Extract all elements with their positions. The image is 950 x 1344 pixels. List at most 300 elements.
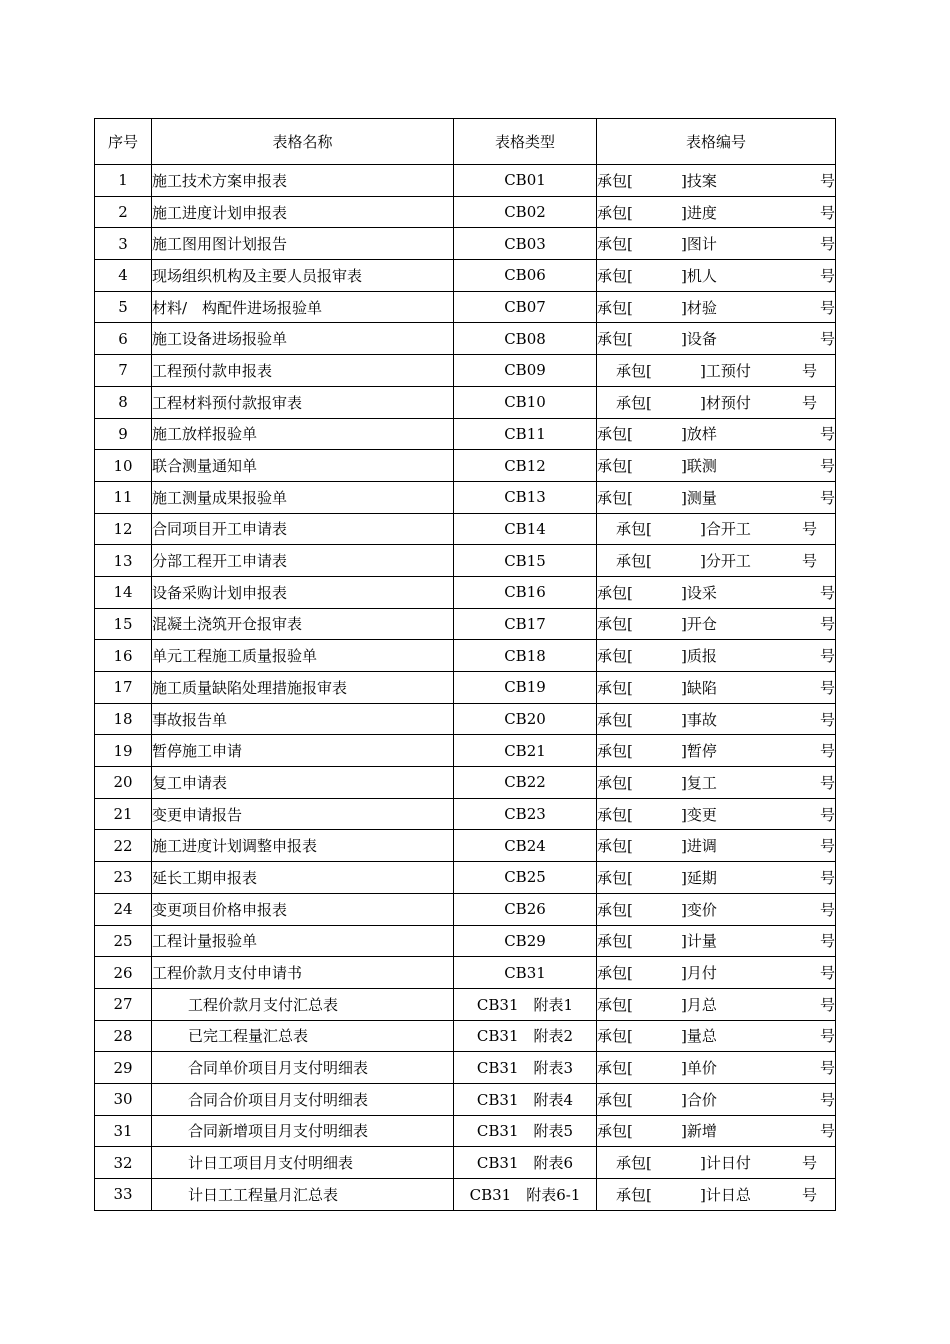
form-code [597, 735, 836, 767]
code-prefix: 承包[ [597, 583, 633, 602]
code-prefix: 承包[ [597, 1090, 633, 1109]
code-suffix: 号 [819, 171, 835, 190]
code-category-text: 暂停 [686, 742, 717, 761]
table-row [95, 640, 836, 672]
form-name: 施工图用图计划报告 [152, 228, 454, 260]
form-type: CB31 附表6 [454, 1147, 597, 1179]
code-category [681, 804, 820, 825]
code-bracket: ] [681, 868, 687, 887]
code-category-text: 延期 [686, 868, 717, 887]
header-no: 序号 [95, 119, 152, 165]
table-row [95, 228, 836, 260]
code-bracket: ] [681, 488, 687, 507]
code-category-text: 计量 [686, 932, 717, 951]
code-category [681, 455, 820, 476]
code-suffix: 号 [801, 1154, 817, 1173]
form-type: CB23 [454, 798, 597, 830]
code-bracket: ] [700, 520, 706, 539]
row-number: 30 [95, 1083, 152, 1115]
code-bracket: ] [681, 678, 687, 697]
code-category-text: 缺陷 [686, 678, 717, 697]
form-type: CB31 附表4 [454, 1083, 597, 1115]
code-prefix: 承包[ [597, 266, 633, 285]
form-type: CB09 [454, 355, 597, 387]
row-number: 28 [95, 1020, 152, 1052]
form-type: CB15 [454, 545, 597, 577]
code-prefix: 承包[ [597, 298, 633, 317]
code-prefix: 承包[ [597, 1027, 633, 1046]
row-number: 4 [95, 260, 152, 292]
table-row [95, 291, 836, 323]
code-suffix: 号 [819, 425, 835, 444]
form-name: 计日工项目月支付明细表 [152, 1147, 454, 1179]
code-category [681, 265, 820, 286]
form-type: CB06 [454, 260, 597, 292]
table-row [95, 1052, 836, 1084]
form-type: CB31 附表1 [454, 988, 597, 1020]
form-name: 已完工程量汇总表 [152, 1020, 454, 1052]
form-type: CB26 [454, 893, 597, 925]
table-row [95, 165, 836, 197]
code-category-text: 设采 [686, 583, 717, 602]
code-bracket: ] [681, 235, 687, 254]
code-category [681, 297, 820, 318]
header-type: 表格类型 [454, 119, 597, 165]
form-name: 合同项目开工申请表 [152, 513, 454, 545]
code-prefix: 承包[ [597, 488, 633, 507]
code-category-text: 单价 [686, 1059, 717, 1078]
code-suffix: 号 [819, 964, 835, 983]
form-name: 变更项目价格申报表 [152, 893, 454, 925]
form-type: CB31 [454, 957, 597, 989]
form-code [597, 291, 836, 323]
form-name: 材料/ 构配件进场报验单 [152, 291, 454, 323]
row-number: 7 [95, 355, 152, 387]
form-code [597, 260, 836, 292]
code-suffix: 号 [819, 932, 835, 951]
table-row [95, 1020, 836, 1052]
form-code [597, 545, 836, 577]
table-row [95, 355, 836, 387]
code-category-text: 事故 [686, 710, 717, 729]
form-name: 工程价款月支付申请书 [152, 957, 454, 989]
code-suffix: 号 [801, 393, 817, 412]
form-code [597, 608, 836, 640]
code-prefix: 承包[ [597, 235, 633, 254]
code-prefix: 承包[ [597, 868, 633, 887]
form-code [597, 386, 836, 418]
code-bracket: ] [681, 1027, 687, 1046]
form-name: 施工质量缺陷处理措施报审表 [152, 672, 454, 704]
code-category-text: 开仓 [686, 615, 717, 634]
code-bracket: ] [681, 583, 687, 602]
code-category [681, 233, 820, 254]
form-code [597, 830, 836, 862]
row-number: 23 [95, 862, 152, 894]
code-suffix: 号 [819, 457, 835, 476]
code-suffix: 号 [819, 805, 835, 824]
form-name: 计日工工程量月汇总表 [152, 1179, 454, 1211]
code-category-text: 变更 [686, 805, 717, 824]
form-name: 分部工程开工申请表 [152, 545, 454, 577]
code-category-text: 进度 [686, 203, 717, 222]
form-code [597, 355, 836, 387]
table-row [95, 386, 836, 418]
row-number: 17 [95, 672, 152, 704]
form-code [597, 1052, 836, 1084]
code-category [681, 1089, 820, 1110]
code-suffix: 号 [819, 995, 835, 1014]
form-name: 单元工程施工质量报验单 [152, 640, 454, 672]
form-code [597, 957, 836, 989]
form-name: 施工进度计划调整申报表 [152, 830, 454, 862]
code-bracket: ] [700, 361, 706, 380]
form-name: 工程计量报验单 [152, 925, 454, 957]
code-bracket: ] [681, 171, 687, 190]
code-bracket: ] [681, 425, 687, 444]
form-code [597, 703, 836, 735]
code-category-text: 材验 [686, 298, 717, 317]
code-suffix: 号 [801, 552, 817, 571]
form-code [597, 1115, 836, 1147]
code-category-text: 质报 [686, 647, 717, 666]
table-row [95, 862, 836, 894]
code-category [700, 360, 802, 381]
code-category [700, 1184, 802, 1205]
code-bracket: ] [681, 710, 687, 729]
form-type: CB31 附表2 [454, 1020, 597, 1052]
code-suffix: 号 [819, 710, 835, 729]
table-row [95, 957, 836, 989]
code-category-text: 量总 [686, 1027, 717, 1046]
code-prefix: 承包[ [597, 1122, 633, 1141]
code-suffix: 号 [819, 583, 835, 602]
form-code [597, 1020, 836, 1052]
code-category-text: 分开工 [705, 552, 751, 571]
row-number: 19 [95, 735, 152, 767]
form-type: CB07 [454, 291, 597, 323]
row-number: 15 [95, 608, 152, 640]
form-type: CB20 [454, 703, 597, 735]
form-type: CB31 附表5 [454, 1115, 597, 1147]
form-name: 暂停施工申请 [152, 735, 454, 767]
form-type: CB25 [454, 862, 597, 894]
code-category [700, 392, 802, 413]
form-type: CB29 [454, 925, 597, 957]
code-bracket: ] [681, 1122, 687, 1141]
code-category [681, 1120, 820, 1141]
form-type: CB10 [454, 386, 597, 418]
row-number: 11 [95, 481, 152, 513]
code-bracket: ] [681, 266, 687, 285]
form-code [597, 925, 836, 957]
code-category [681, 645, 820, 666]
form-name: 延长工期申报表 [152, 862, 454, 894]
code-prefix: 承包[ [597, 647, 633, 666]
form-code [597, 196, 836, 228]
code-category-text: 材预付 [705, 393, 751, 412]
table-row [95, 893, 836, 925]
form-type: CB31 附表6-1 [454, 1179, 597, 1211]
row-number: 27 [95, 988, 152, 1020]
code-bracket: ] [681, 1059, 687, 1078]
code-category-text: 图计 [686, 235, 717, 254]
row-number: 14 [95, 576, 152, 608]
row-number: 31 [95, 1115, 152, 1147]
code-category [681, 867, 820, 888]
code-suffix: 号 [801, 520, 817, 539]
form-type: CB16 [454, 576, 597, 608]
form-type: CB22 [454, 767, 597, 799]
table-row [95, 735, 836, 767]
row-number: 6 [95, 323, 152, 355]
form-type: CB01 [454, 165, 597, 197]
code-suffix: 号 [819, 1027, 835, 1046]
code-suffix: 号 [801, 1185, 817, 1204]
form-type: CB11 [454, 418, 597, 450]
table-row [95, 608, 836, 640]
form-code [597, 323, 836, 355]
code-category [681, 709, 820, 730]
row-number: 25 [95, 925, 152, 957]
table-row [95, 545, 836, 577]
form-name: 施工技术方案申报表 [152, 165, 454, 197]
code-bracket: ] [700, 552, 706, 571]
form-code [597, 767, 836, 799]
form-name: 变更申请报告 [152, 798, 454, 830]
form-code [597, 893, 836, 925]
form-code [597, 1147, 836, 1179]
form-type: CB17 [454, 608, 597, 640]
form-type: CB12 [454, 450, 597, 482]
form-name: 合同单价项目月支付明细表 [152, 1052, 454, 1084]
code-suffix: 号 [819, 1059, 835, 1078]
row-number: 16 [95, 640, 152, 672]
code-category-text: 计日总 [705, 1185, 751, 1204]
code-suffix: 号 [819, 773, 835, 792]
code-prefix: 承包[ [597, 171, 633, 190]
form-name: 复工申请表 [152, 767, 454, 799]
table-row [95, 513, 836, 545]
code-bracket: ] [681, 457, 687, 476]
code-bracket: ] [681, 615, 687, 634]
code-suffix: 号 [819, 1122, 835, 1141]
row-number: 24 [95, 893, 152, 925]
form-name: 设备采购计划申报表 [152, 576, 454, 608]
code-category [681, 1025, 820, 1046]
code-prefix: 承包[ [616, 393, 652, 412]
row-number: 3 [95, 228, 152, 260]
code-category-text: 技案 [686, 171, 717, 190]
code-category [681, 170, 820, 191]
code-bracket: ] [681, 932, 687, 951]
form-code [597, 418, 836, 450]
code-category [700, 550, 802, 571]
code-suffix: 号 [819, 615, 835, 634]
table-row [95, 767, 836, 799]
code-suffix: 号 [819, 868, 835, 887]
code-suffix: 号 [819, 1090, 835, 1109]
row-number: 13 [95, 545, 152, 577]
table-row [95, 260, 836, 292]
form-name: 工程预付款申报表 [152, 355, 454, 387]
code-category [681, 930, 820, 951]
code-suffix: 号 [819, 235, 835, 254]
code-prefix: 承包[ [597, 678, 633, 697]
form-code [597, 450, 836, 482]
table-row [95, 798, 836, 830]
code-category [700, 518, 802, 539]
code-prefix: 承包[ [597, 964, 633, 983]
code-prefix: 承包[ [597, 837, 633, 856]
form-name: 合同新增项目月支付明细表 [152, 1115, 454, 1147]
form-type: CB02 [454, 196, 597, 228]
form-name: 现场组织机构及主要人员报审表 [152, 260, 454, 292]
table-row [95, 830, 836, 862]
form-type: CB31 附表3 [454, 1052, 597, 1084]
form-code [597, 228, 836, 260]
code-bracket: ] [681, 203, 687, 222]
row-number: 26 [95, 957, 152, 989]
form-name: 施工测量成果报验单 [152, 481, 454, 513]
header-row [95, 119, 836, 165]
code-prefix: 承包[ [597, 805, 633, 824]
code-prefix: 承包[ [597, 995, 633, 1014]
form-name: 联合测量通知单 [152, 450, 454, 482]
code-category-text: 联测 [686, 457, 717, 476]
code-prefix: 承包[ [597, 710, 633, 729]
form-code [597, 576, 836, 608]
table-row [95, 576, 836, 608]
code-prefix: 承包[ [597, 203, 633, 222]
code-prefix: 承包[ [597, 457, 633, 476]
code-category-text: 设备 [686, 330, 717, 349]
code-category-text: 测量 [686, 488, 717, 507]
code-bracket: ] [681, 1090, 687, 1109]
code-category [681, 487, 820, 508]
row-number: 12 [95, 513, 152, 545]
row-number: 29 [95, 1052, 152, 1084]
form-type: CB03 [454, 228, 597, 260]
code-category [681, 1057, 820, 1078]
row-number: 20 [95, 767, 152, 799]
code-prefix: 承包[ [616, 1154, 652, 1173]
code-bracket: ] [681, 805, 687, 824]
code-suffix: 号 [819, 203, 835, 222]
form-name: 合同合价项目月支付明细表 [152, 1083, 454, 1115]
form-name: 施工放样报验单 [152, 418, 454, 450]
row-number: 32 [95, 1147, 152, 1179]
code-category-text: 合开工 [705, 520, 751, 539]
code-prefix: 承包[ [616, 1185, 652, 1204]
form-type: CB13 [454, 481, 597, 513]
row-number: 5 [95, 291, 152, 323]
table-row [95, 481, 836, 513]
code-prefix: 承包[ [597, 900, 633, 919]
code-bracket: ] [681, 647, 687, 666]
code-prefix: 承包[ [597, 742, 633, 761]
code-bracket: ] [681, 837, 687, 856]
form-type: CB18 [454, 640, 597, 672]
form-code [597, 798, 836, 830]
code-suffix: 号 [819, 647, 835, 666]
row-number: 1 [95, 165, 152, 197]
form-code [597, 640, 836, 672]
table-row [95, 703, 836, 735]
code-prefix: 承包[ [616, 520, 652, 539]
code-suffix: 号 [819, 678, 835, 697]
code-category [681, 582, 820, 603]
code-category [681, 677, 820, 698]
code-prefix: 承包[ [597, 932, 633, 951]
form-name: 工程材料预付款报审表 [152, 386, 454, 418]
code-prefix: 承包[ [616, 552, 652, 571]
form-code [597, 1083, 836, 1115]
table-row [95, 196, 836, 228]
code-bracket: ] [700, 1154, 706, 1173]
form-type: CB24 [454, 830, 597, 862]
code-prefix: 承包[ [616, 361, 652, 380]
form-name: 混凝土浇筑开仓报审表 [152, 608, 454, 640]
code-category [700, 1152, 802, 1173]
header-name: 表格名称 [152, 119, 454, 165]
code-category-text: 计日付 [705, 1154, 751, 1173]
code-bracket: ] [681, 773, 687, 792]
table-row [95, 1147, 836, 1179]
row-number: 18 [95, 703, 152, 735]
form-code [597, 513, 836, 545]
code-prefix: 承包[ [597, 425, 633, 444]
code-category [681, 835, 820, 856]
code-category-text: 工预付 [705, 361, 751, 380]
table-row [95, 672, 836, 704]
form-name: 事故报告单 [152, 703, 454, 735]
code-category [681, 740, 820, 761]
code-suffix: 号 [819, 837, 835, 856]
code-bracket: ] [700, 393, 706, 412]
code-prefix: 承包[ [597, 330, 633, 349]
code-category-text: 变价 [686, 900, 717, 919]
code-suffix: 号 [819, 488, 835, 507]
code-suffix: 号 [819, 742, 835, 761]
row-number: 21 [95, 798, 152, 830]
form-type: CB19 [454, 672, 597, 704]
form-type: CB14 [454, 513, 597, 545]
row-number: 33 [95, 1179, 152, 1211]
form-code [597, 988, 836, 1020]
header-code: 表格编号 [597, 119, 836, 165]
code-suffix: 号 [819, 330, 835, 349]
row-number: 8 [95, 386, 152, 418]
row-number: 22 [95, 830, 152, 862]
code-category [681, 423, 820, 444]
form-name: 工程价款月支付汇总表 [152, 988, 454, 1020]
code-category-text: 合价 [686, 1090, 717, 1109]
code-category-text: 新增 [686, 1122, 717, 1141]
code-bracket: ] [681, 964, 687, 983]
code-category [681, 994, 820, 1015]
code-category [681, 962, 820, 983]
row-number: 9 [95, 418, 152, 450]
code-suffix: 号 [801, 361, 817, 380]
table-row [95, 988, 836, 1020]
code-prefix: 承包[ [597, 1059, 633, 1078]
table-row [95, 1115, 836, 1147]
code-bracket: ] [700, 1185, 706, 1204]
form-name: 施工设备进场报验单 [152, 323, 454, 355]
code-suffix: 号 [819, 900, 835, 919]
code-bracket: ] [681, 742, 687, 761]
